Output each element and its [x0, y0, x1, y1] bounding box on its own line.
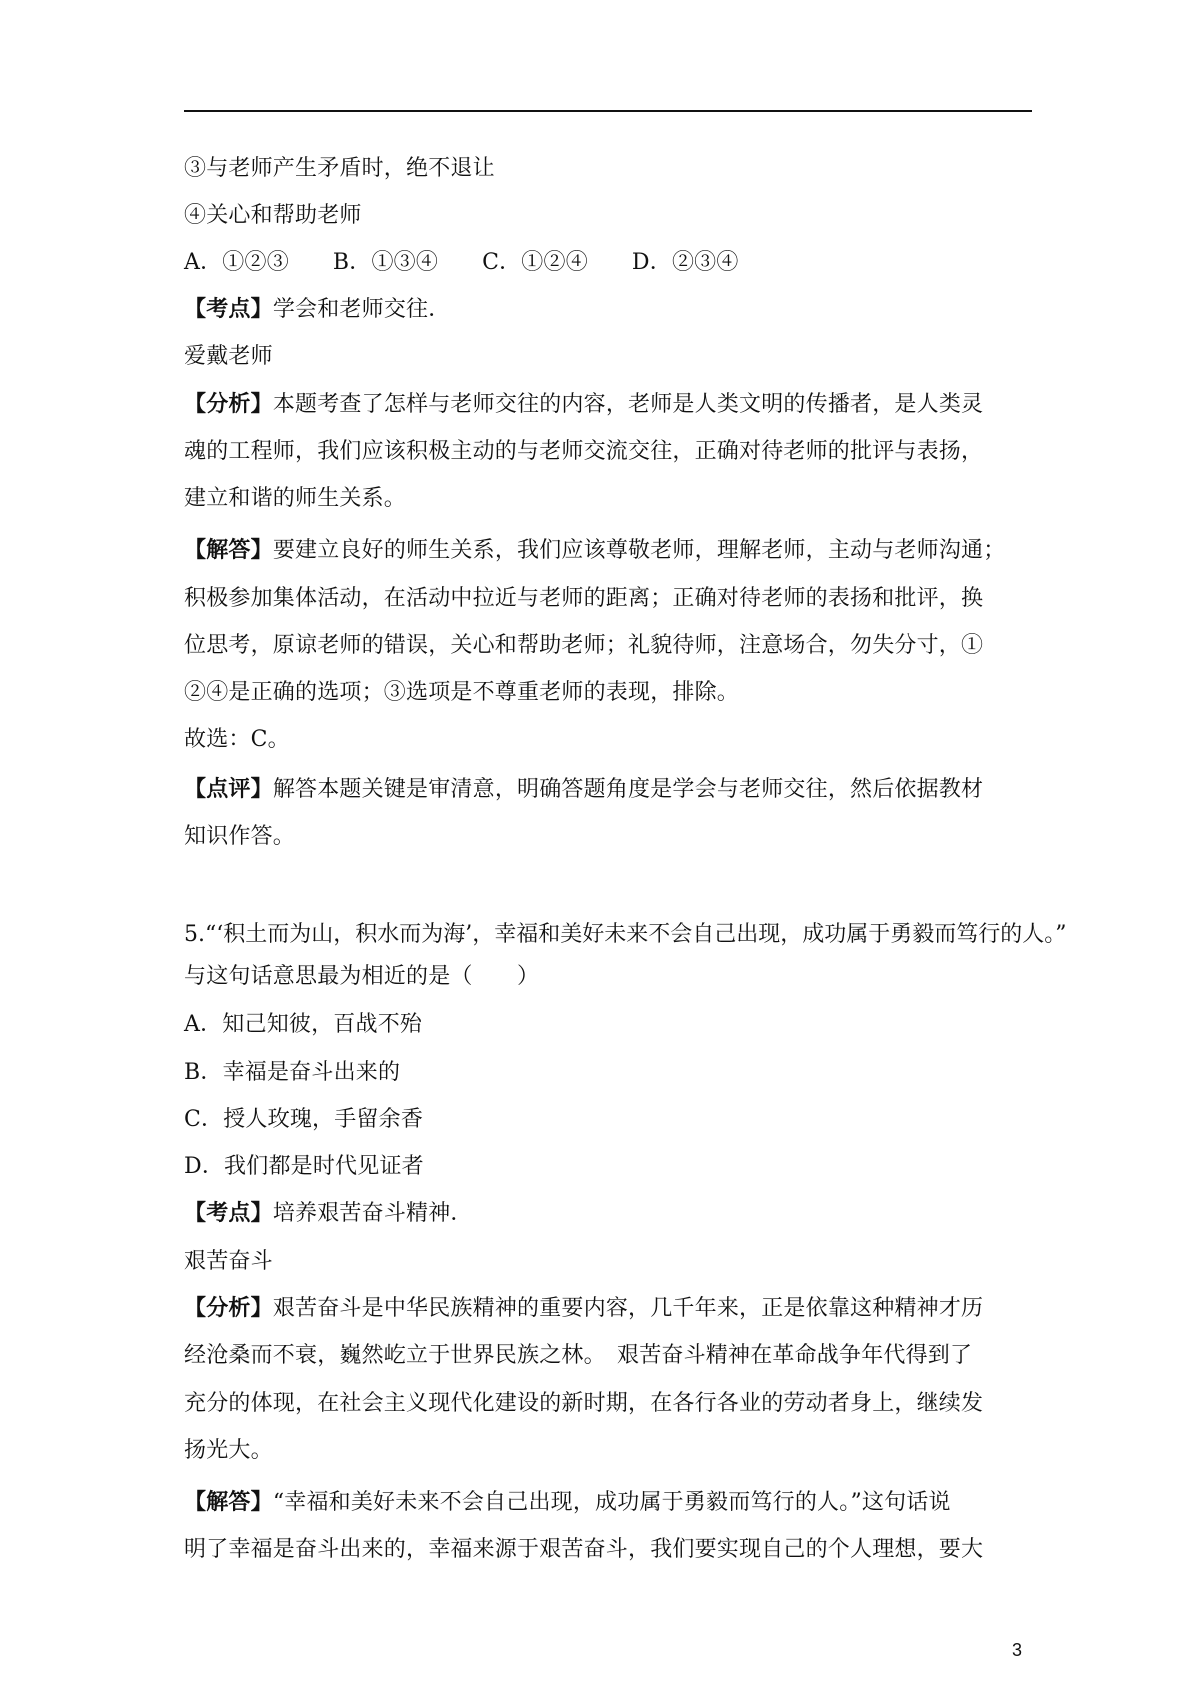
q4-fenxi-text: 本题考查了怎样与老师交往的内容，老师是人类文明的传播者，是人类灵 — [272, 392, 984, 417]
q4-jieda — [184, 536, 1044, 566]
q5-stem: 5.“‘积土而为山，积水而为海’，幸福和美好未来不会自己出现，成功属于勇毅而笃行的人。” — [184, 922, 1067, 947]
q4-answer: 故选：C。 — [184, 727, 290, 752]
q5-kaodian-tag: 【考点】 — [184, 1201, 273, 1226]
q4-fenxi — [184, 390, 1044, 420]
q4-fenxi-line-3: 建立和谐的师生关系。 — [184, 486, 407, 511]
q5-jieda-text: “幸福和美好未来不会自己出现，成功属于勇毅而笃行的人。”这句话说 — [272, 1490, 951, 1515]
q4-kaodian — [184, 295, 1044, 325]
q4-kaodian-tag: 【考点】 — [184, 297, 273, 322]
q5-option-b: B．幸福是奋斗出来的 — [184, 1060, 401, 1085]
q4-jieda-line-4: ②④是正确的选项；③选项是不尊重老师的表现，排除。 — [184, 680, 740, 705]
q5-jieda — [184, 1488, 1044, 1518]
q5-fenxi-line-3: 充分的体现，在社会主义现代化建设的新时期，在各行各业的劳动者身上，继续发 — [184, 1391, 984, 1416]
q5-fenxi-tag: 【分析】 — [184, 1296, 273, 1321]
q4-choice-a: A．①②③ — [184, 250, 289, 275]
q5-option-c: C．授人玫瑰，手留余香 — [184, 1107, 424, 1132]
q5-fenxi — [184, 1294, 1044, 1324]
q4-topic: 爱戴老师 — [184, 344, 273, 369]
q4-choice-b: B．①③④ — [332, 250, 439, 275]
q4-choices — [184, 248, 1044, 278]
q4-option-3: ③与老师产生矛盾时，绝不退让 — [184, 156, 495, 181]
page-number: 3 — [1012, 1640, 1023, 1660]
q5-jieda-line-2: 明了幸福是奋斗出来的，幸福来源于艰苦奋斗，我们要实现自己的个人理想，要大 — [184, 1537, 984, 1562]
q4-choice-c: C．①②④ — [482, 250, 588, 275]
q4-choice-d: D．②③④ — [631, 250, 739, 275]
q4-dianping-tag: 【点评】 — [184, 777, 273, 802]
q4-dianping-text: 解答本题关键是审清意，明确答题角度是学会与老师交往，然后依据教材 — [272, 777, 984, 802]
q4-jieda-line-3: 位思考，原谅老师的错误，关心和帮助老师；礼貌待师，注意场合，勿失分寸，① — [184, 633, 984, 658]
q4-dianping — [184, 775, 1044, 805]
q5-kaodian — [184, 1199, 1044, 1229]
q5-option-d: D．我们都是时代见证者 — [184, 1154, 424, 1179]
q4-jieda-text: 要建立良好的师生关系，我们应该尊敬老师，理解老师，主动与老师沟通； — [272, 538, 1006, 563]
q5-topic: 艰苦奋斗 — [184, 1249, 273, 1274]
q4-jieda-line-2: 积极参加集体活动，在活动中拉近与老师的距离；正确对待老师的表扬和批评，换 — [184, 586, 984, 611]
q5-stem-line-2: 与这句话意思最为相近的是（ ） — [184, 964, 540, 989]
q4-fenxi-tag: 【分析】 — [184, 392, 273, 417]
q4-jieda-tag: 【解答】 — [184, 538, 273, 563]
q4-option-4: ④关心和帮助老师 — [184, 203, 362, 228]
q5-option-a: A．知己知彼，百战不殆 — [184, 1012, 423, 1037]
header-rule — [184, 110, 1032, 112]
q5-kaodian-text: 培养艰苦奋斗精神． — [272, 1201, 473, 1226]
q5-fenxi-text: 艰苦奋斗是中华民族精神的重要内容，几千年来，正是依靠这种精神才历 — [272, 1296, 984, 1321]
q4-fenxi-line-2: 魂的工程师，我们应该积极主动的与老师交流交往，正确对待老师的批评与表扬， — [184, 439, 984, 464]
q5-fenxi-line-4: 扬光大。 — [184, 1438, 273, 1463]
q5-fenxi-line-2: 经沧桑而不衰，巍然屹立于世界民族之林。 艰苦奋斗精神在革命战争年代得到了 — [184, 1343, 973, 1368]
q4-kaodian-text: 学会和老师交往． — [272, 297, 451, 322]
q5-jieda-tag: 【解答】 — [184, 1490, 273, 1515]
q4-dianping-line-2: 知识作答。 — [184, 824, 296, 849]
